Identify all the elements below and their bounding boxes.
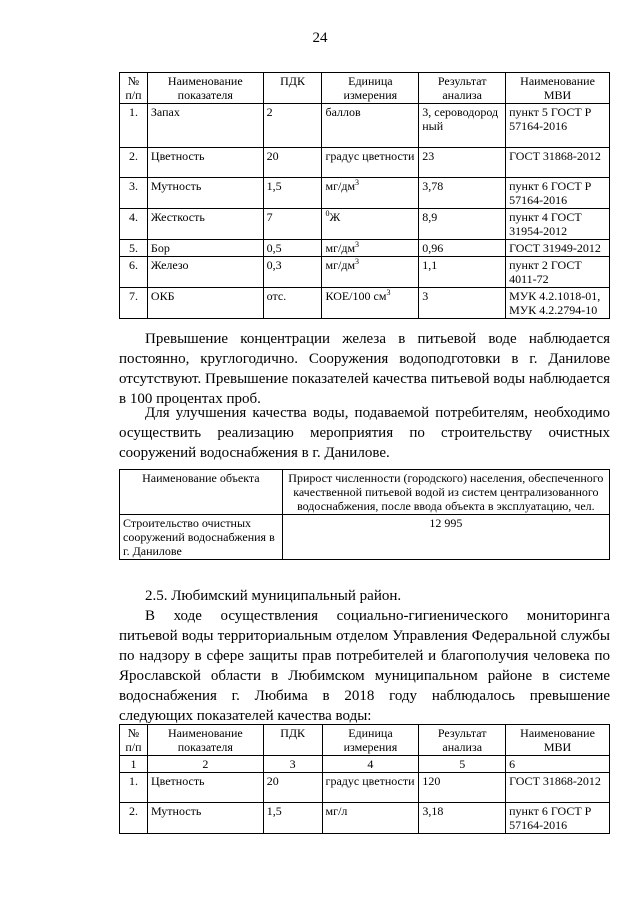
header-result: Результат анализа [419, 73, 506, 104]
page-number: 24 [312, 30, 328, 46]
table-header-row [120, 470, 610, 515]
header-method: Наименование МВИ [506, 73, 610, 104]
indicator-name: ОКБ [147, 288, 263, 319]
method-value: ГОСТ 31868-2012 [506, 773, 610, 803]
paragraph-lyubim-monitoring: В ходе осуществления социально-гигиенического мониторинга питьевой воды территориальным отделом Управления Федеральной службы по надзору в сфере защиты прав потребителей и благополучия человека по Ярославской области в Любимском муниципальном районе в системе водоснабжения г. Любима в 2018 году наблюдалось превышение следующих показателей качества воды: [119, 608, 610, 724]
indicator-name: Бор [147, 240, 263, 257]
column-number: 1 [120, 756, 148, 773]
unit-value: градус цветности [322, 148, 419, 178]
header-population-growth: Прирост численности (городского) населения, обеспеченного качественной питьевой водой из систем централизованного водоснабжения, после ввода объекта в эксплуатацию, чел. [282, 470, 609, 515]
method-value: ГОСТ 31949-2012 [506, 240, 610, 257]
result-value: 120 [419, 773, 506, 803]
column-number: 2 [147, 756, 263, 773]
result-value: 3, сероводород ный [419, 104, 506, 148]
header-number: № п/п [120, 725, 148, 756]
water-quality-table-lyubim [119, 724, 610, 834]
row-number: 2. [120, 148, 148, 178]
method-value: ГОСТ 31868-2012 [506, 148, 610, 178]
object-name: Строительство очистных сооружений водоснабжения в г. Данилове [120, 515, 283, 560]
result-value: 3,18 [419, 803, 506, 834]
method-value: МУК 4.2.1018-01, МУК 4.2.2794-10 [506, 288, 610, 319]
method-value: пункт 5 ГОСТ Р 57164-2016 [506, 104, 610, 148]
indicator-name: Мутность [147, 178, 263, 209]
row-number: 6. [120, 257, 148, 288]
pdk-value: 7 [263, 209, 322, 240]
pdk-value: 2 [263, 104, 322, 148]
header-pdk: ПДК [263, 725, 322, 756]
row-number: 1. [120, 104, 148, 148]
header-indicator: Наименование показателя [147, 73, 263, 104]
indicator-name: Железо [147, 257, 263, 288]
row-number: 7. [120, 288, 148, 319]
result-value: 3 [419, 288, 506, 319]
header-number: № п/п [120, 73, 148, 104]
unit-value: $мг/дм^3$ [322, 257, 419, 288]
method-value: пункт 6 ГОСТ Р 57164-2016 [506, 178, 610, 209]
row-number: 3. [120, 178, 148, 209]
unit-value: $мг/дм^3$ [322, 178, 419, 209]
header-result: Результат анализа [419, 725, 506, 756]
table-row [120, 257, 610, 288]
method-value: пункт 2 ГОСТ 4011-72 [506, 257, 610, 288]
water-quality-table-danilov [119, 72, 610, 319]
unit-value: баллов [322, 104, 419, 148]
unit-value: КОЕ/100 $см^3$ [322, 288, 419, 319]
indicator-name: Цветность [147, 773, 263, 803]
table-row [120, 803, 610, 834]
section-heading: 2.5. Любимский муниципальный район. [145, 588, 402, 604]
column-number: 5 [419, 756, 506, 773]
table-header-row [120, 725, 610, 756]
population-growth-value: 12 995 [282, 515, 609, 560]
pdk-value: 0,3 [263, 257, 322, 288]
pdk-value: 20 [263, 773, 322, 803]
pdk-value: 1,5 [263, 178, 322, 209]
header-pdk: ПДК [263, 73, 322, 104]
construction-object-table [119, 469, 610, 560]
table-row [120, 515, 610, 560]
table-row [120, 209, 610, 240]
indicator-name: Жесткость [147, 209, 263, 240]
unit-value: градус цветности [322, 773, 419, 803]
pdk-value: отс. [263, 288, 322, 319]
table-header-row [120, 73, 610, 104]
table-row [120, 773, 610, 803]
paragraph-improvement: Для улучшения качества воды, подаваемой потребителям, необходимо осуществить реализацию мероприятия по строительству очистных сооружений водоснабжения в г. Данилове. [119, 405, 610, 461]
indicator-name: Запах [147, 104, 263, 148]
result-value: 23 [419, 148, 506, 178]
column-number: 4 [322, 756, 419, 773]
paragraph-iron-excess: Превышение концентрации железа в питьевой воде наблюдается постоянно, круглогодично. Сооружения водоподготовки в г. Данилове отсутствуют. Превышение показателей качества питьевой воды наблюдается в 100 процентах проб. [119, 331, 610, 407]
pdk-value: 1,5 [263, 803, 322, 834]
table-row [120, 240, 610, 257]
method-value: пункт 6 ГОСТ Р 57164-2016 [506, 803, 610, 834]
row-number: 4. [120, 209, 148, 240]
unit-value: $мг/дм^3$ [322, 240, 419, 257]
header-object-name: Наименование объекта [120, 470, 283, 515]
result-value: 1,1 [419, 257, 506, 288]
unit-value: мг/л [322, 803, 419, 834]
pdk-value: 0,5 [263, 240, 322, 257]
header-indicator: Наименование показателя [147, 725, 263, 756]
row-number: 1. [120, 773, 148, 803]
unit-value: $^0$Ж [322, 209, 419, 240]
table-row [120, 104, 610, 148]
header-unit: Единица измерения [322, 725, 419, 756]
header-method: Наименование МВИ [506, 725, 610, 756]
row-number: 5. [120, 240, 148, 257]
column-number: 6 [506, 756, 610, 773]
result-value: 0,96 [419, 240, 506, 257]
pdk-value: 20 [263, 148, 322, 178]
header-unit: Единица измерения [322, 73, 419, 104]
table-row [120, 288, 610, 319]
column-number-row [120, 756, 610, 773]
table-row [120, 148, 610, 178]
result-value: 8,9 [419, 209, 506, 240]
column-number: 3 [263, 756, 322, 773]
method-value: пункт 4 ГОСТ 31954-2012 [506, 209, 610, 240]
indicator-name: Цветность [147, 148, 263, 178]
table-row [120, 178, 610, 209]
result-value: 3,78 [419, 178, 506, 209]
indicator-name: Мутность [147, 803, 263, 834]
row-number: 2. [120, 803, 148, 834]
